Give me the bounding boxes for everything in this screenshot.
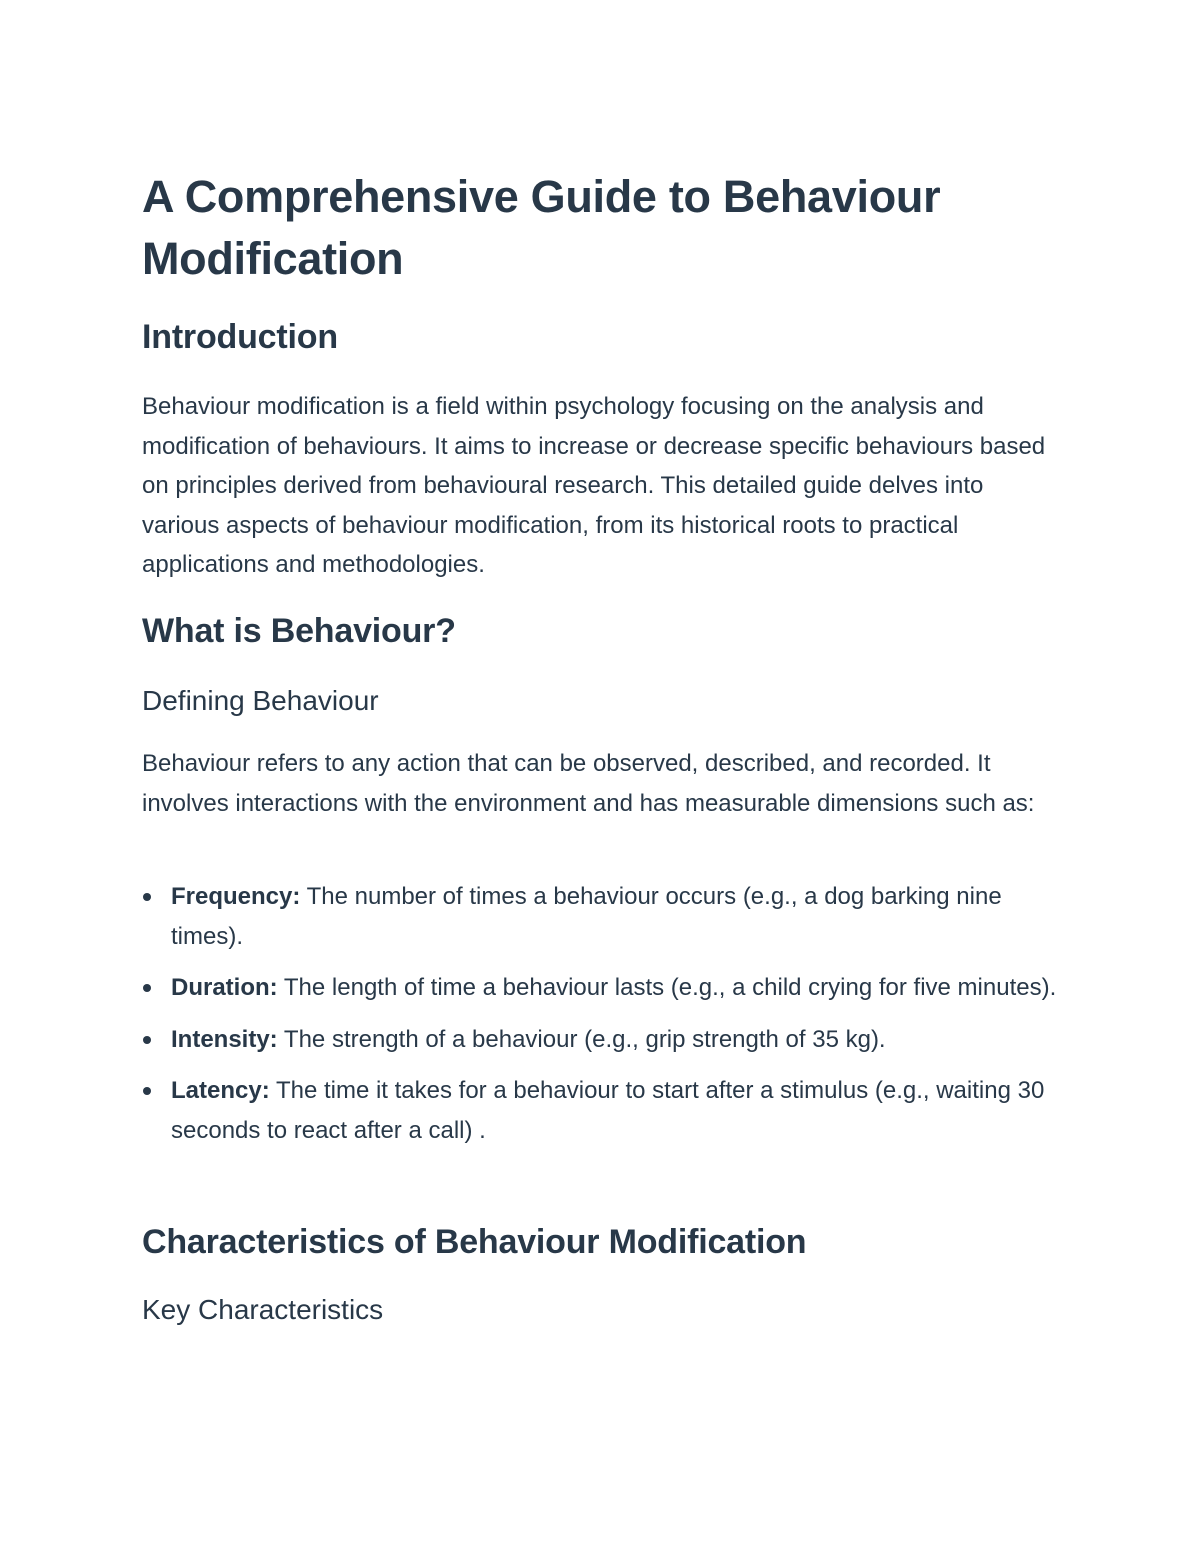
- dimension-term: Duration:: [171, 974, 278, 1002]
- section-heading-characteristics: Characteristics of Behaviour Modification: [142, 1223, 807, 1261]
- dimension-description: The strength of a behaviour (e.g., grip strength of 35 kg).: [277, 1025, 886, 1053]
- section-heading-what-is-behaviour: What is Behaviour?: [142, 612, 456, 650]
- dimension-description: The length of time a behaviour lasts (e.g., a child crying for five minutes).: [277, 974, 1057, 1002]
- behaviour-dimensions-list: [142, 877, 1067, 1163]
- subheading-key-characteristics: Key Characteristics: [142, 1294, 384, 1325]
- dimension-term: Latency:: [171, 1077, 270, 1105]
- introduction-paragraph: Behaviour modification is a field within psychology focusing on the analysis and modification of behaviours. It aims to increase or decrease specific behaviours based on principles derived from behavioural research. This detailed guide delves into various aspects of behaviour modification, from its historical roots to practical applications and methodologies.: [142, 393, 1046, 579]
- dimension-term: Intensity:: [171, 1025, 278, 1053]
- bullet-icon: [143, 1087, 151, 1095]
- list-item: [142, 1071, 1067, 1150]
- defining-behaviour-paragraph: Behaviour refers to any action that can be observed, described, and recorded. It involves interactions with the environment and has measurable dimensions such as:: [142, 750, 1035, 817]
- bullet-icon: [143, 893, 151, 901]
- document-title: A Comprehensive Guide to Behaviour Modification: [142, 171, 941, 284]
- list-item: [142, 877, 1067, 956]
- bullet-icon: [143, 984, 151, 992]
- bullet-icon: [143, 1036, 151, 1044]
- list-item: [142, 1020, 1067, 1060]
- subheading-defining-behaviour: Defining Behaviour: [142, 685, 379, 716]
- list-item: [142, 968, 1067, 1008]
- dimension-description: The number of times a behaviour occurs (e.g., a dog barking nine times).: [171, 883, 1002, 950]
- section-heading-introduction: Introduction: [142, 318, 338, 356]
- dimension-term: Frequency:: [171, 883, 301, 910]
- dimension-description: The time it takes for a behaviour to start after a stimulus (e.g., waiting 30 seconds to react after a call) .: [171, 1077, 1045, 1144]
